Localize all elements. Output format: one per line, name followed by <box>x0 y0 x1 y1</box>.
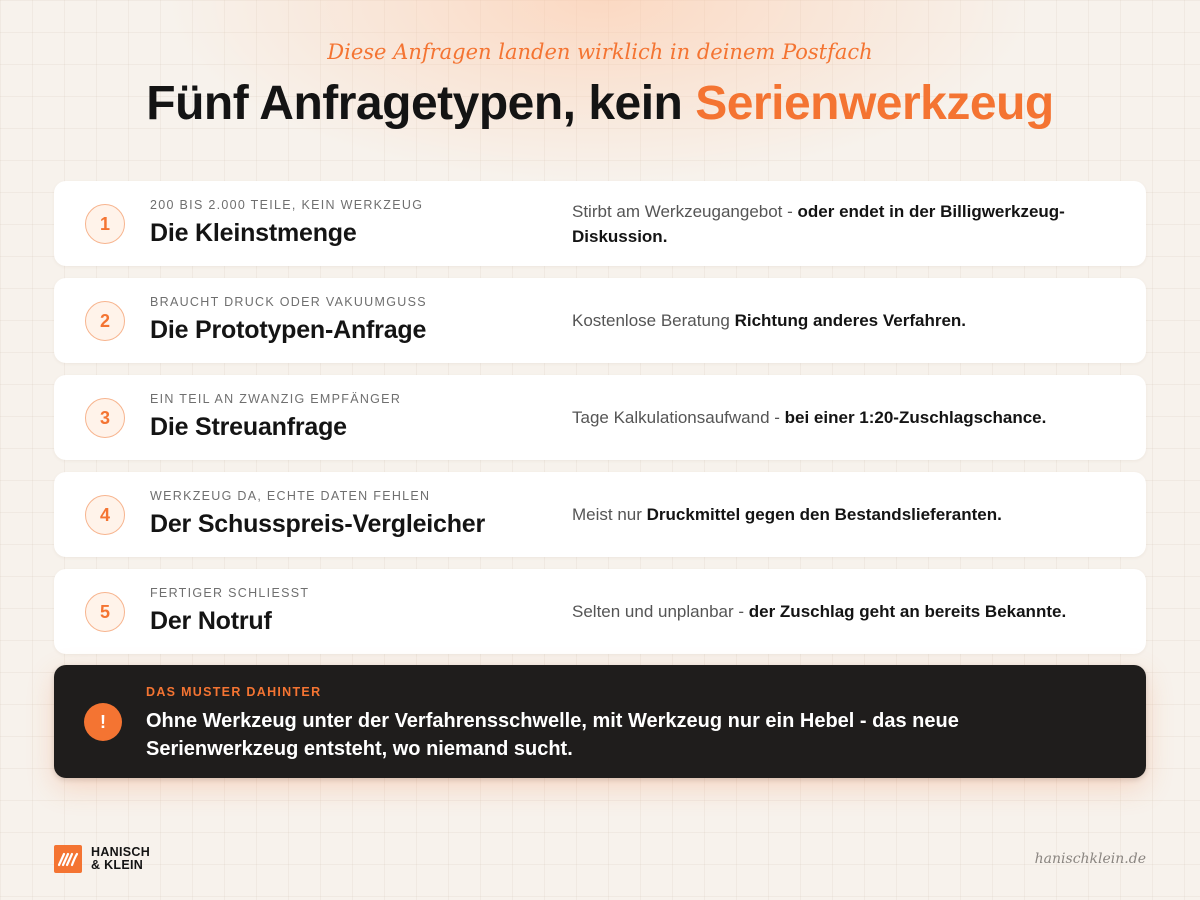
number-badge: 5 <box>85 592 125 632</box>
card-name: Der Notruf <box>150 607 272 635</box>
card-kicker: EIN TEIL AN ZWANZIG EMPFÄNGER <box>150 392 402 406</box>
exclamation-icon: ! <box>84 703 122 741</box>
desc-bold: bei einer 1:20-Zuschlagschance. <box>784 408 1047 427</box>
logo-wordmark <box>91 846 150 872</box>
desc-bold: der Zuschlag geht an bereits Bekannte. <box>748 602 1067 621</box>
pattern-kicker: DAS MUSTER DAHINTER <box>146 685 322 699</box>
logo-line-2: & KLEIN <box>91 858 144 872</box>
desc-plain: Meist nur <box>572 505 647 524</box>
title-accent: Serienwerkzeug <box>695 77 1054 130</box>
desc-bold: oder endet in der Billigwerkzeug-Diskussion. <box>572 201 1065 246</box>
brand-logo <box>54 845 150 873</box>
desc-plain: Stirbt am Werkzeugangebot - <box>572 201 798 221</box>
page-subtitle: Diese Anfragen landen wirklich in deinem Postfach <box>327 40 873 64</box>
number-badge: 3 <box>85 398 125 438</box>
request-card-1 <box>54 181 1146 266</box>
pattern-text: Ohne Werkzeug unter der Verfahrensschwelle, mit Werkzeug nur ein Hebel - das neue Serienwerkzeug entsteht, wo niemand sucht. <box>146 710 959 760</box>
request-card-2 <box>54 278 1146 363</box>
card-name: Die Kleinstmenge <box>150 219 357 247</box>
number-badge: 1 <box>85 204 125 244</box>
card-description <box>572 472 1122 557</box>
number-badge: 2 <box>85 301 125 341</box>
website-url: hanischklein.de <box>1034 851 1146 867</box>
desc-bold: Druckmittel gegen den Bestandslieferanten. <box>646 505 1002 524</box>
desc-plain: Tage Kalkulationsaufwand - <box>572 408 785 427</box>
card-kicker: BRAUCHT DRUCK ODER VAKUUMGUSS <box>150 295 427 309</box>
card-description <box>572 375 1122 460</box>
card-description <box>572 569 1122 654</box>
number-badge: 4 <box>85 495 125 535</box>
logo-mark-icon <box>54 845 82 873</box>
pattern-callout <box>54 665 1146 778</box>
card-description <box>572 278 1122 363</box>
card-kicker: FERTIGER SCHLIESST <box>150 586 310 600</box>
card-kicker: 200 BIS 2.000 TEILE, KEIN WERKZEUG <box>150 198 424 212</box>
request-card-3 <box>54 375 1146 460</box>
card-description <box>572 181 1122 266</box>
desc-bold: Richtung anderes Verfahren. <box>734 311 967 330</box>
card-name: Der Schusspreis-Vergleicher <box>150 510 486 538</box>
desc-plain: Selten und unplanbar - <box>572 602 749 621</box>
page-title <box>0 76 1200 131</box>
request-card-5 <box>54 569 1146 654</box>
desc-plain: Kostenlose Beratung <box>572 311 735 330</box>
title-main: Fünf Anfragetypen, kein <box>146 77 696 130</box>
logo-line-1: HANISCH <box>91 845 151 859</box>
request-type-list <box>54 181 1146 666</box>
card-kicker: WERKZEUG DA, ECHTE DATEN FEHLEN <box>150 489 431 503</box>
request-card-4 <box>54 472 1146 557</box>
card-name: Die Prototypen-Anfrage <box>150 316 427 344</box>
card-name: Die Streuanfrage <box>150 413 347 441</box>
